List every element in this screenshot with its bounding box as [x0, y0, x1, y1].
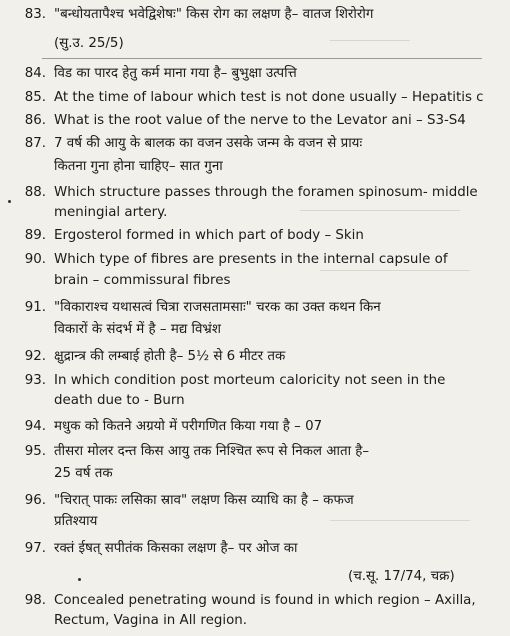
item-text: Which structure passes through the foramen spinosum- middle [54, 185, 478, 200]
list-item [16, 110, 486, 132]
item-number: 95. [24, 444, 46, 459]
item-text: Ergosterol formed in which part of body – Skin [54, 228, 364, 243]
item-text: At the time of labour which test is not done usually – Hepatitis c [54, 90, 484, 105]
item-text-continued: death due to - Burn [54, 393, 185, 408]
item-text: मधुक को कितने अग्रयो में परीगणित किया गया है – 07 [54, 419, 323, 434]
list-item [16, 441, 486, 463]
item-text: "विकाराश्च यथासत्वं चित्रा राजसतामसाः" चरक का उक्त कथन किन [54, 300, 381, 315]
item-text-continued: brain – commissural fibres [54, 273, 231, 288]
item-text: क्षुद्रान्त्र की लम्बाई होती है– 5½ से 6 मीटर तक [54, 349, 286, 364]
list-item [16, 297, 486, 319]
item-number: 91. [24, 300, 46, 315]
list-item [16, 63, 486, 85]
item-text: तीसरा मोलर दन्त किस आयु तक निश्चित रूप से निकल आता है– [54, 444, 370, 459]
item-text-continued: 25 वर्ष तक [54, 466, 113, 481]
item-reference: (च.सू. 17/74, चक्र) [348, 569, 455, 584]
list-item [16, 370, 486, 392]
divider [42, 58, 482, 59]
item-text-continued: कितना गुना होना चाहिए– सात गुना [54, 159, 223, 174]
list-item [16, 4, 486, 26]
item-number: 88. [24, 185, 46, 200]
item-text-continued: प्रतिश्याय [54, 514, 98, 529]
item-text: रक्तं ईषत् सपीतंक किसका लक्षण है– पर ओज का [54, 541, 298, 556]
item-text: Which type of fibres are presents in the internal capsule of [54, 252, 448, 267]
item-number: 96. [24, 493, 46, 508]
item-number: 84. [24, 66, 46, 81]
item-number: 98. [24, 593, 46, 608]
list-item [16, 225, 486, 247]
item-text: What is the root value of the nerve to the Levator ani – S3-S4 [54, 113, 466, 128]
list-item [16, 538, 486, 560]
stray-dot [8, 200, 11, 203]
item-text: 7 वर्ष की आयु के बालक का वजन उसके जन्म के वजन से प्रायः [54, 136, 363, 151]
item-reference: (सु.उ. 25/5) [54, 36, 124, 51]
item-text: "बन्धोयतापैश्च भवेद्विशेषः" किस रोग का लक्षण है– वातज शिरोरोग [54, 7, 374, 22]
item-text-continued: meningial artery. [54, 205, 168, 220]
item-text: विड का पारद हेतु कर्म माना गया है– बुभुक्षा उत्पत्ति [54, 66, 297, 81]
item-number: 97. [24, 541, 46, 556]
list-item [16, 416, 486, 438]
list-item [16, 346, 486, 368]
list-item [16, 490, 486, 512]
item-text: "चिरात् पाकः लसिका स्राव" लक्षण किस व्याधि का है – कफज [54, 493, 354, 508]
item-text: Concealed penetrating wound is found in which region – Axilla, [54, 593, 476, 608]
list-item [16, 133, 486, 155]
item-number: 85. [24, 90, 46, 105]
item-number: 86. [24, 113, 46, 128]
item-number: 87. [24, 136, 46, 151]
item-number: 93. [24, 373, 46, 388]
item-text-continued: Rectum, Vagina in All region. [54, 613, 248, 628]
item-number: 90. [24, 252, 46, 267]
item-text: In which condition post morteum caloricity not seen in the [54, 373, 446, 388]
list-item [16, 87, 486, 109]
item-number: 94. [24, 419, 46, 434]
list-item [16, 249, 486, 271]
list-item [16, 590, 486, 612]
list-item [16, 182, 486, 204]
stray-dot [78, 578, 81, 581]
item-number: 89. [24, 228, 46, 243]
item-text-continued: विकारों के संदर्भ में है – मद्य विभ्रंश [54, 322, 221, 337]
item-number: 83. [24, 7, 46, 22]
item-number: 92. [24, 349, 46, 364]
